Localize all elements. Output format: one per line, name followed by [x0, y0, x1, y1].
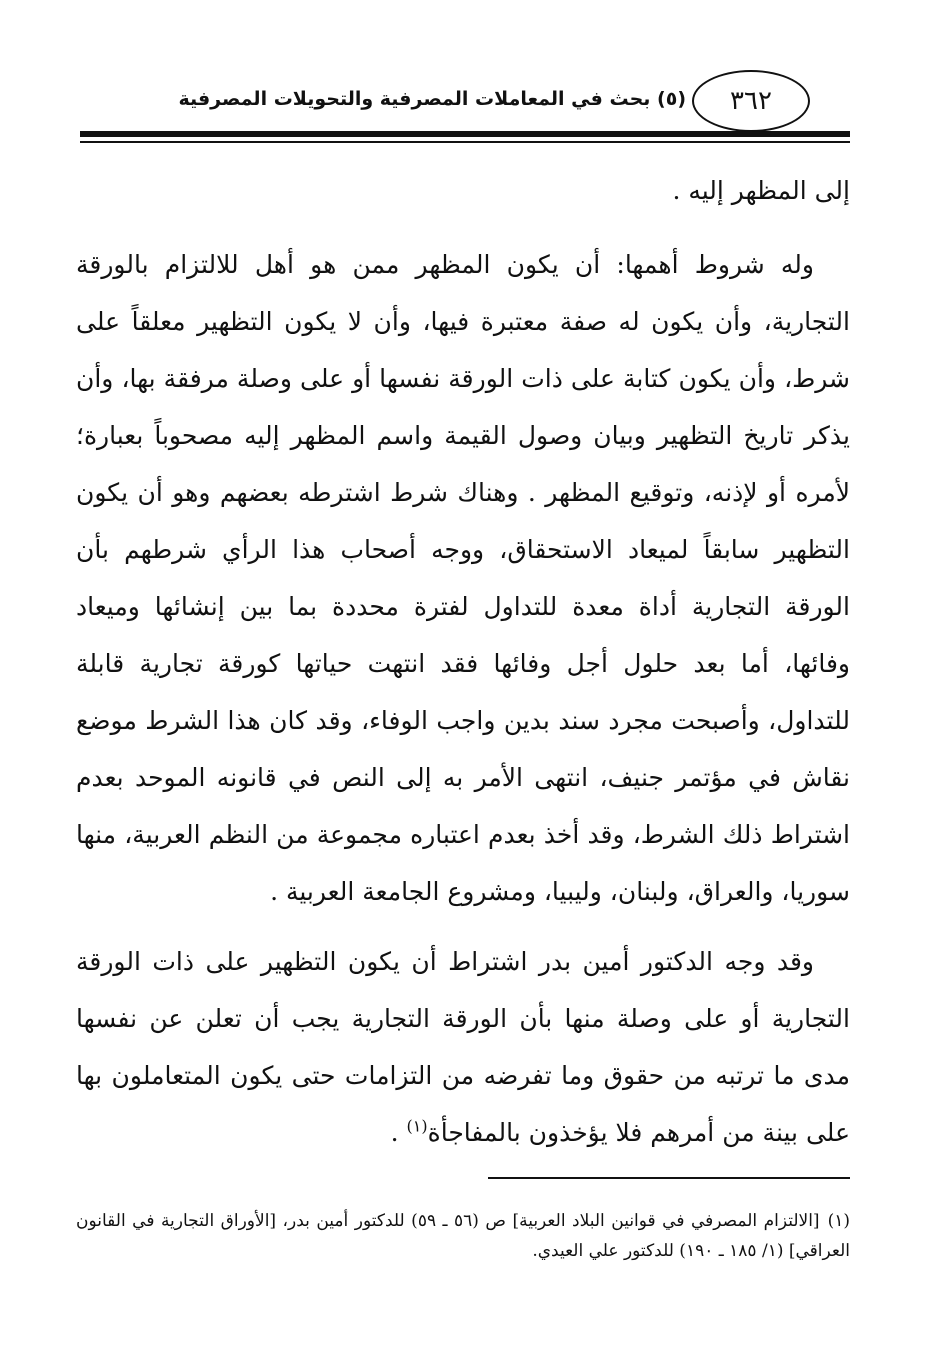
footnote-number: (١)	[827, 1211, 850, 1231]
page-number-badge	[692, 70, 810, 132]
paragraph-endorsement-conditions: وله شروط أهمها: أن يكون المظهر ممن هو أهل للالتزام بالورقة التجارية، وأن يكون له صفة معتبرة فيها، وأن لا يكون التظهير معلقاً على شرط، وأن يكون كتابة على ذات الورقة نفسها أو على وصلة مرفقة بها، وأن يذكر تاريخ التظهير وبيان وصول القيمة واسم المظهر إليه مصحوباً بعبارة؛ لأمره أو لإذنه، وتوقيع المظهر . وهناك شرط اشترطه بعضهم وهو أن يكون التظهير سابقاً لميعاد الاستحقاق، ووجه أصحاب هذا الرأي شرطهم بأن الورقة التجارية أداة معدة للتداول لفترة محددة بما بين إنشائها وميعاد وفائها، أما بعد حلول أجل وفائها فقد انتهت حياتها كورقة تجارية قابلة للتداول، وأصبحت مجرد سند بدين واجب الوفاء، وقد كان هذا الشرط موضع نقاش في مؤتمر جنيف، انتهى الأمر به إلى النص في قانونه الموحد بعدم اشتراط ذلك الشرط، وقد أخذ بعدم اعتباره مجموعة من النظم العربية، منها سوريا، والعراق، ولبنان، وليبيا، ومشروع الجامعة العربية .	[76, 250, 850, 906]
paragraph-2-end: .	[390, 1118, 407, 1147]
header-rule-thin	[80, 141, 850, 143]
footnote-text: [الالتزام المصرفي في قوانين البلاد العربية] ص (٥٦ ـ ٥٩) للدكتور أمين بدر، [الأوراق التجارية في القانون العراقي] (١/ ١٨٥ ـ ١٩٠) للدكتور علي العيدي.	[76, 1211, 850, 1261]
footnote-separator	[488, 1177, 850, 1179]
header-rule-thick	[80, 131, 850, 137]
running-header-title: (٥) بحث في المعاملات المصرفية والتحويلات المصرفية	[178, 88, 686, 110]
continuation-line: إلى المظهر إليه .	[672, 176, 850, 205]
paragraph-2-text: وقد وجه الدكتور أمين بدر اشتراط أن يكون التظهير على ذات الورقة التجارية أو على وصلة منها بأن الورقة التجارية يجب أن تعلن عن نفسها مدى ما ترتبه من حقوق وما تفرضه من التزامات حتى يكون المتعاملون بها على بينة من أمرهم فلا يؤخذون بالمفاجأة	[76, 947, 850, 1147]
page-number: ٣٦٢	[730, 86, 772, 116]
footnote-1	[76, 1206, 850, 1266]
footnote-reference-1[interactable]: (١)	[406, 1116, 428, 1136]
paragraph-amin-badr-view	[76, 933, 850, 1161]
